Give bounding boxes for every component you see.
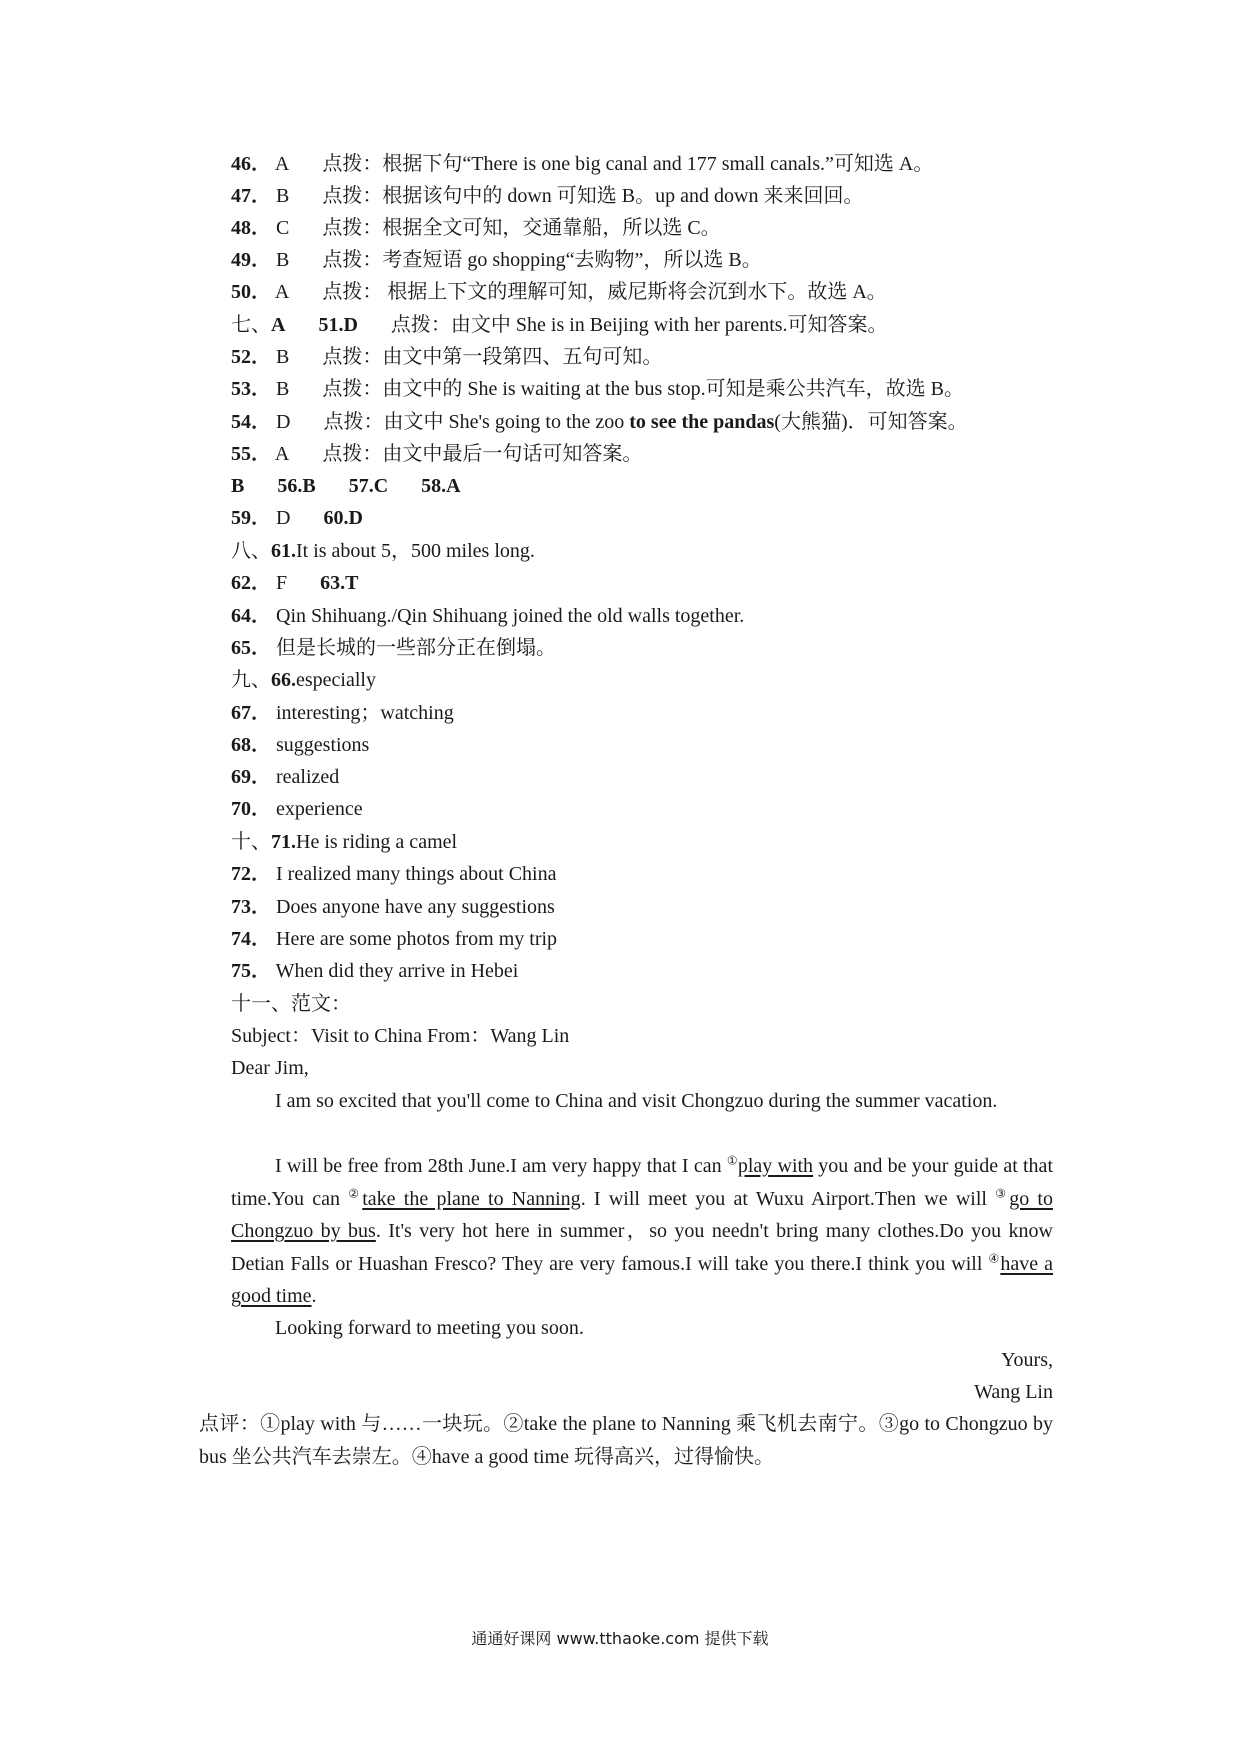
- answer-note: 点拨：由文中 She is in Beijing with her parents.可知答案。: [390, 314, 888, 336]
- section-9-answer-66: [231, 666, 376, 694]
- essay-closing: Yours,: [1001, 1349, 1053, 1371]
- section-10-answer-71: [231, 828, 457, 856]
- answer-65: [231, 634, 556, 662]
- answer-letter: A: [274, 443, 290, 465]
- answer-text: Qin Shihuang./Qin Shihuang joined the old walls together.: [276, 605, 745, 627]
- answer-text: He is riding a camel: [296, 831, 458, 853]
- answer-letter: D: [276, 507, 291, 529]
- question-number: 75．: [231, 960, 271, 982]
- essay-paragraph-3: Looking forward to meeting you soon.: [275, 1317, 584, 1339]
- answer-note: 点拨：由文中 She's going to the zoo: [323, 411, 630, 433]
- answer-74: [231, 925, 557, 953]
- answer-text: 但是长城的一些部分正在倒塌。: [276, 637, 556, 659]
- section-prefix: 九、: [231, 669, 271, 691]
- answer-55: [231, 440, 642, 468]
- question-number: 55．: [231, 443, 271, 465]
- answer-letter: B: [276, 249, 290, 271]
- answer-note: 点拨：由文中的 She is waiting at the bus stop.可知是乘公共汽车，故选 B。: [322, 378, 965, 400]
- answer-text: When did they arrive in Hebei: [275, 960, 519, 982]
- answer-letter: A: [274, 281, 290, 303]
- answer-48: [231, 214, 721, 242]
- question-number: 68．: [231, 734, 271, 756]
- answer-72: [231, 860, 556, 888]
- answer-67: [231, 699, 454, 727]
- answer-70: [231, 795, 363, 823]
- essay-paragraph-2: [231, 1150, 1053, 1313]
- question-number: 66.: [271, 669, 296, 691]
- question-answer: 51.D: [318, 314, 358, 336]
- question-number: 54．: [231, 411, 271, 433]
- marker-2: ②: [348, 1185, 363, 1200]
- answer-text: Does anyone have any suggestions: [276, 896, 555, 918]
- answer-letter: A: [271, 314, 286, 336]
- answer-49: [231, 246, 762, 274]
- answer-text: especially: [296, 669, 376, 691]
- section-7-answer-51: [231, 311, 888, 339]
- essay-phrase-2: take the plane to Nanning: [362, 1187, 581, 1210]
- question-number: 47．: [231, 185, 271, 207]
- answer-text: interesting；watching: [276, 702, 454, 724]
- marker-1: ①: [726, 1153, 738, 1168]
- answer-letter: B: [231, 475, 245, 497]
- answer-text: suggestions: [276, 734, 370, 756]
- section-prefix: 八、: [231, 540, 271, 562]
- essay-phrase-4: have a good time: [231, 1252, 1054, 1307]
- answer-52: [231, 343, 662, 371]
- question-number: 59．: [231, 507, 271, 529]
- question-number: 69．: [231, 766, 271, 788]
- question-number: 48．: [231, 217, 271, 239]
- answers-62-63: [231, 569, 358, 597]
- question-number: 49．: [231, 249, 271, 271]
- answer-letter: B: [276, 185, 290, 207]
- answer-note: 点拨：由文中第一段第四、五句可知。: [322, 346, 663, 368]
- question-number: 73．: [231, 896, 271, 918]
- answer-64: [231, 602, 744, 630]
- question-answer: 58.A: [421, 475, 461, 497]
- essay-text: .: [311, 1285, 317, 1307]
- question-number: 46．: [231, 153, 271, 175]
- essay-paragraph-1: I am so excited that you'll come to China and visit Chongzuo during the summer vacation.: [275, 1090, 998, 1112]
- answer-letter: B: [276, 378, 290, 400]
- answer-letter: F: [276, 572, 288, 594]
- answer-note: 点拨：根据该句中的 down 可知选 B。up and down 来来回回。: [322, 185, 864, 207]
- answer-68: [231, 731, 369, 759]
- question-number: 61.: [271, 540, 296, 562]
- question-number: 53．: [231, 378, 271, 400]
- section-8-answer-61: [231, 537, 535, 565]
- answer-text: Here are some photos from my trip: [276, 928, 558, 950]
- answer-53: [231, 375, 964, 403]
- answers-59-60: [231, 504, 363, 532]
- answer-text: It is about 5，500 miles long.: [296, 540, 535, 562]
- essay-text: . It's very hot here in summer，so you needn't bring many clothes.Do you know Detian Falls or Huashan Fresco? They are very famous.I will take you there.I think you will: [231, 1220, 1053, 1275]
- essay-subject: Subject：Visit to China From：Wang Lin: [231, 1025, 570, 1047]
- essay-text: I will be free from 28th June.I am very happy that I can: [275, 1155, 727, 1177]
- answer-46: [231, 150, 933, 178]
- question-answer: 56.B: [277, 475, 316, 497]
- question-number: 62．: [231, 572, 271, 594]
- essay-signature: Wang Lin: [974, 1381, 1053, 1403]
- marker-4: ④: [988, 1250, 1001, 1265]
- essay-phrase-1: play with: [737, 1155, 814, 1177]
- page-footer: 通通好课网 www.tthaoke.com 提供下载: [471, 1629, 769, 1648]
- answer-75: [231, 957, 518, 985]
- question-answer: 57.C: [348, 475, 389, 497]
- question-number: 67．: [231, 702, 271, 724]
- answer-69: [231, 763, 339, 791]
- answer-text: experience: [276, 798, 363, 820]
- question-number: 74．: [231, 928, 271, 950]
- answer-letter: D: [276, 411, 291, 433]
- answer-letter: C: [276, 217, 290, 239]
- section-11-title: 十一、范文：: [231, 993, 351, 1015]
- question-number: 50．: [231, 281, 271, 303]
- essay-text: you and be your guide at that time.You can: [231, 1155, 1053, 1210]
- essay-greeting: Dear Jim,: [231, 1057, 309, 1079]
- marker-3: ③: [995, 1185, 1010, 1200]
- question-number: 65．: [231, 637, 271, 659]
- question-answer: 60.D: [323, 507, 363, 529]
- answer-50: [231, 278, 887, 306]
- answer-47: [231, 182, 863, 210]
- answer-note-tail: (大熊猫)．可知答案。: [774, 411, 968, 433]
- section-prefix: 七、: [231, 314, 271, 336]
- answer-note: 点拨：根据全文可知，交通靠船，所以选 C。: [322, 217, 721, 239]
- answer-73: [231, 893, 555, 921]
- section-prefix: 十、: [231, 831, 271, 853]
- answer-letter: B: [276, 346, 290, 368]
- question-number: 71.: [271, 831, 296, 853]
- answer-note: 点拨： 根据上下文的理解可知，威尼斯将会沉到水下。故选 A。: [322, 281, 887, 303]
- question-answer: 63.T: [320, 572, 359, 594]
- essay-comment: 点评：①play with 与……一块玩。②take the plane to Nanning 乘飞机去南宁。③go to Chongzuo by bus 坐公共汽车去崇左。④have a good time 玩得高兴，过得愉快。: [199, 1413, 1053, 1468]
- question-number: 70．: [231, 798, 271, 820]
- essay-phrase-3: go to Chongzuo by bus: [231, 1187, 1053, 1242]
- question-number: 72．: [231, 863, 271, 885]
- answers-56-58: [231, 472, 461, 500]
- question-number: 52．: [231, 346, 271, 368]
- answer-letter: A: [274, 153, 290, 175]
- answer-text: realized: [276, 766, 340, 788]
- answer-note: 点拨：根据下句“There is one big canal and 177 small canals.”可知选 A。: [322, 153, 934, 175]
- answer-note-emphasis: to see the pandas: [629, 411, 775, 433]
- question-number: 64．: [231, 605, 271, 627]
- answer-note: 点拨：考查短语 go shopping“去购物”，所以选 B。: [322, 249, 762, 271]
- answer-54: [231, 408, 968, 436]
- answer-note: 点拨：由文中最后一句话可知答案。: [322, 443, 643, 465]
- essay-text: . I will meet you at Wuxu Airport.Then we will: [580, 1187, 996, 1210]
- answer-text: I realized many things about China: [276, 863, 557, 885]
